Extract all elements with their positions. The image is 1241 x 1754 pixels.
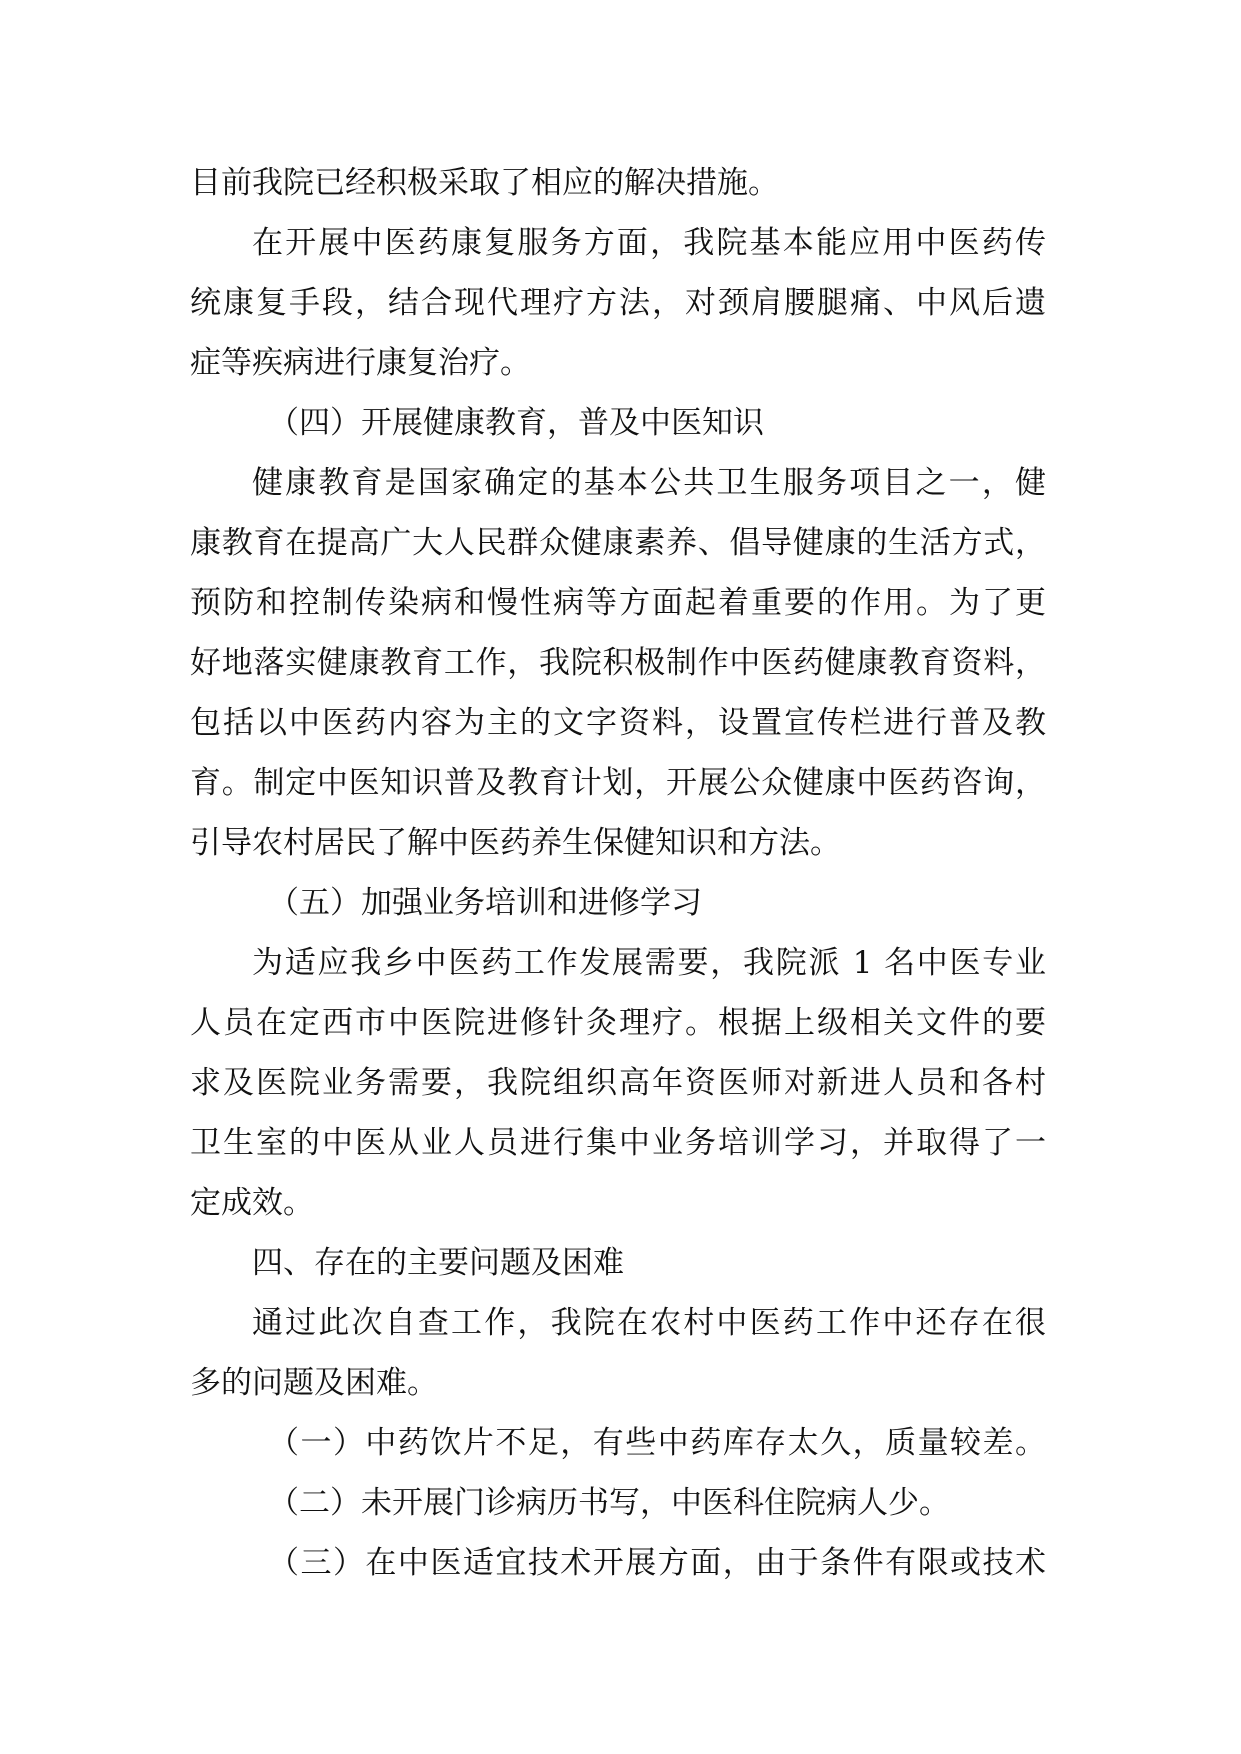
body-text-line: 卫生室的中医从业人员进行集中业务培训学习，并取得了一 [190,1125,1046,1161]
body-text-line: 症等疾病进行康复治疗。 [190,345,531,381]
body-text-line: 康教育在提高广大人民群众健康素养、倡导健康的生活方式， [190,525,1046,561]
body-text-line: 好地落实健康教育工作，我院积极制作中医药健康教育资料， [190,645,1046,681]
body-text-line: 定成效。 [190,1185,314,1221]
list-item: （一）中药饮片不足，有些中药库存太久，质量较差。 [268,1425,1046,1461]
paragraph-first-line: 为适应我乡中医药工作发展需要，我院派 1 名中医专业 [252,945,1046,981]
paragraph-first-line: 在开展中医药康复服务方面，我院基本能应用中医药传 [252,225,1046,261]
list-item: （三）在中医适宜技术开展方面，由于条件有限或技术 [268,1545,1046,1581]
body-text-line: 人员在定西市中医院进修针灸理疗。根据上级相关文件的要 [190,1005,1046,1041]
section-heading: （五）加强业务培训和进修学习 [268,885,702,921]
body-text-line: 目前我院已经积极采取了相应的解决措施。 [190,165,779,201]
section-heading: （四）开展健康教育，普及中医知识 [268,405,764,441]
body-text-line: 预防和控制传染病和慢性病等方面起着重要的作用。为了更 [190,585,1046,621]
paragraph-first-line: 通过此次自查工作，我院在农村中医药工作中还存在很 [252,1305,1046,1341]
paragraph-first-line: 健康教育是国家确定的基本公共卫生服务项目之一，健 [252,465,1046,501]
body-text-line: 育。制定中医知识普及教育计划，开展公众健康中医药咨询， [190,765,1046,801]
section-heading: 四、存在的主要问题及困难 [252,1245,624,1281]
list-item: （二）未开展门诊病历书写，中医科住院病人少。 [268,1485,950,1521]
body-text-line: 多的问题及困难。 [190,1365,438,1401]
body-text-line: 引导农村居民了解中医药养生保健知识和方法。 [190,825,841,861]
body-text-line: 包括以中医药内容为主的文字资料，设置宣传栏进行普及教 [190,705,1046,741]
body-text-line: 统康复手段，结合现代理疗方法，对颈肩腰腿痛、中风后遗 [190,285,1046,321]
body-text-line: 求及医院业务需要，我院组织高年资医师对新进人员和各村 [190,1065,1046,1101]
